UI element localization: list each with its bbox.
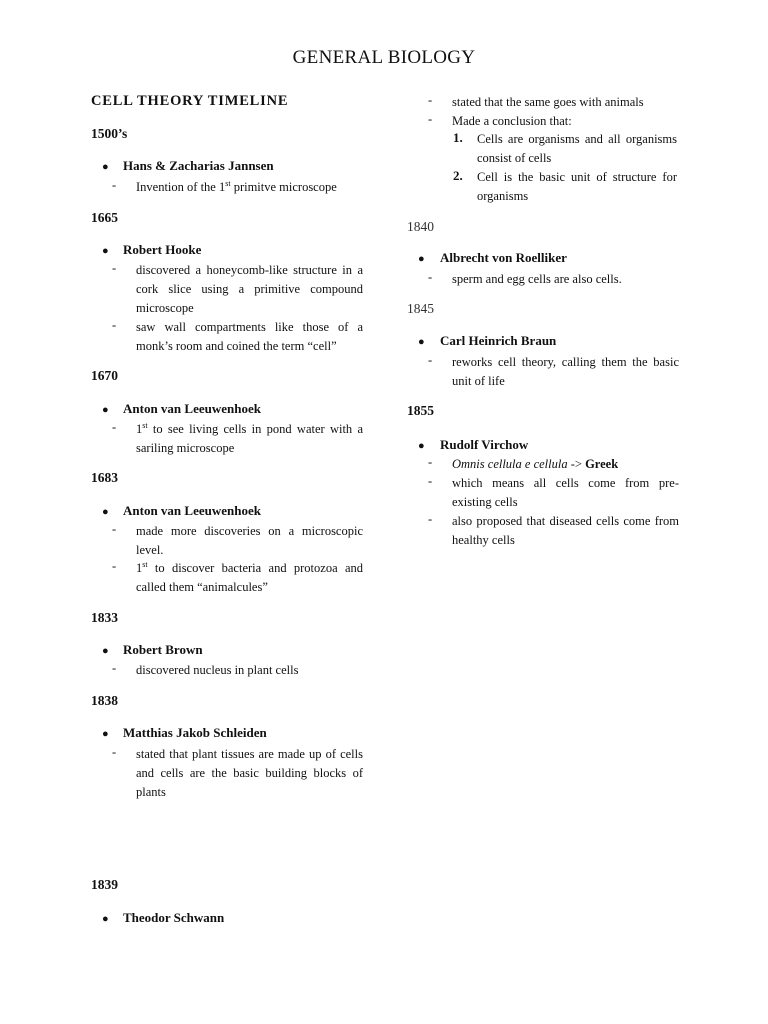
dash-icon: - bbox=[428, 112, 433, 126]
person-name: Anton van Leeuwenhoek bbox=[123, 503, 261, 518]
person-name: Theodor Schwann bbox=[123, 910, 225, 925]
dash-icon: - bbox=[112, 745, 117, 759]
list-item: stated that plant tissues are made up of cells and cells are the basic building blocks of plants bbox=[136, 747, 363, 799]
list-item: reworks cell theory, calling them the basic unit of life bbox=[452, 355, 679, 388]
person-name: Anton van Leeuwenhoek bbox=[123, 401, 261, 416]
dash-icon: - bbox=[428, 353, 433, 367]
list-item: sperm and egg cells are also cells. bbox=[452, 272, 622, 286]
list-item: saw wall compartments like those of a monk’s room and coined the term “cell” bbox=[136, 320, 363, 353]
list-item: 1st to see living cells in pond water with a sariling microscope bbox=[136, 420, 363, 455]
year-heading: 1665 bbox=[91, 210, 118, 225]
year-heading: 1855 bbox=[407, 403, 434, 418]
list-item: made more discoveries on a microscopic level. bbox=[136, 524, 363, 557]
list-item: Invention of the 1st primitve microscope bbox=[136, 178, 337, 194]
list-item: which means all cells come from pre-existing cells bbox=[452, 476, 679, 509]
person-name: Carl Heinrich Braun bbox=[440, 333, 557, 348]
person-name: Robert Brown bbox=[123, 642, 203, 657]
dash-icon: - bbox=[112, 661, 117, 675]
person-name: Robert Hooke bbox=[123, 242, 202, 257]
numbered-item: Cell is the basic unit of structure for organisms bbox=[477, 170, 677, 203]
person-name: Rudolf Virchow bbox=[440, 437, 529, 452]
bullet-icon: ● bbox=[102, 506, 109, 518]
year-heading: 1840 bbox=[407, 219, 434, 234]
dash-icon: - bbox=[428, 455, 433, 469]
list-item: also proposed that diseased cells come from healthy cells bbox=[452, 514, 679, 547]
bullet-icon: ● bbox=[102, 728, 109, 740]
person-name: Albrecht von Roelliker bbox=[440, 250, 567, 265]
bullet-icon: ● bbox=[102, 404, 109, 416]
dash-icon: - bbox=[112, 178, 117, 192]
bullet-icon: ● bbox=[102, 245, 109, 257]
year-heading: 1683 bbox=[91, 470, 118, 485]
list-item: stated that the same goes with animals bbox=[452, 95, 644, 109]
year-heading: 1833 bbox=[91, 610, 118, 625]
dash-icon: - bbox=[428, 474, 433, 488]
dash-icon: - bbox=[112, 522, 117, 536]
list-item: Omnis cellula e cellula -> Greek bbox=[452, 457, 619, 471]
list-item: discovered a honeycomb-like structure in a cork slice using a primitive compound microscope bbox=[136, 263, 363, 315]
person-name: Hans & Zacharias Jannsen bbox=[123, 158, 274, 173]
section-title: CELL THEORY TIMELINE bbox=[91, 93, 289, 109]
bullet-icon: ● bbox=[102, 913, 109, 925]
page-title: GENERAL BIOLOGY bbox=[292, 47, 476, 68]
dash-icon: - bbox=[428, 512, 433, 526]
dash-icon: - bbox=[112, 261, 117, 275]
dash-icon: - bbox=[428, 270, 433, 284]
bullet-icon: ● bbox=[102, 161, 109, 173]
dash-icon: - bbox=[112, 318, 117, 332]
year-heading: 1838 bbox=[91, 693, 118, 708]
year-heading: 1500’s bbox=[91, 126, 128, 141]
year-heading: 1670 bbox=[91, 368, 118, 383]
dash-icon: - bbox=[112, 559, 117, 573]
list-number: 2. bbox=[453, 168, 463, 183]
year-heading: 1845 bbox=[407, 301, 434, 316]
numbered-item: Cells are organisms and all organisms consist of cells bbox=[477, 132, 677, 165]
list-item: 1st to discover bacteria and protozoa and called them “animalcules” bbox=[136, 559, 363, 594]
list-number: 1. bbox=[453, 130, 463, 145]
bullet-icon: ● bbox=[418, 336, 425, 348]
year-heading: 1839 bbox=[91, 877, 118, 892]
dash-icon: - bbox=[112, 420, 117, 434]
person-name: Matthias Jakob Schleiden bbox=[123, 725, 267, 740]
bullet-icon: ● bbox=[102, 645, 109, 657]
list-item: Made a conclusion that: bbox=[452, 114, 572, 128]
list-item: discovered nucleus in plant cells bbox=[136, 663, 299, 677]
dash-icon: - bbox=[428, 93, 433, 107]
bullet-icon: ● bbox=[418, 253, 425, 265]
bullet-icon: ● bbox=[418, 440, 425, 452]
